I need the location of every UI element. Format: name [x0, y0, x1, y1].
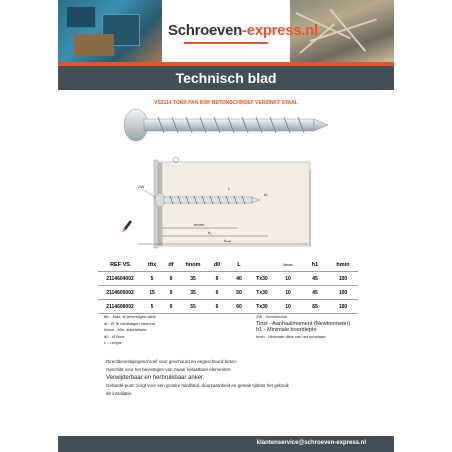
legend-item: L - Lengte	[104, 340, 122, 345]
product-description	[106, 358, 356, 398]
label-hmin: hₘᵢₙ	[224, 238, 231, 243]
legend-item: ZW - Voorlubdruk	[256, 314, 288, 319]
spec-table	[98, 258, 358, 314]
logo[interactable]	[162, 0, 318, 62]
col-hnom: hnom	[180, 258, 206, 272]
logo-underline	[184, 42, 268, 44]
legend-left	[104, 314, 156, 347]
table-row: 2114606002 5 9 55 6 60 Tx30 10 65 100	[98, 300, 358, 314]
legend-item: df - Ø Te bevestigen element	[104, 320, 156, 326]
description-line: de installatie.	[106, 391, 133, 396]
page-title: Technisch blad	[175, 70, 277, 86]
table-row: 2114604002 5 9 35 6 40 Tx30 10 45 100	[98, 272, 358, 286]
table-row: 2114605002 15 9 35 6 50 Tx30 10 45 100	[98, 286, 358, 300]
logo-text: Schroeven-express.nl	[168, 22, 318, 39]
legend-item: hmin - Minimale dikte van het substraat	[256, 333, 326, 339]
col-tfix: tfix	[142, 258, 162, 272]
col-hmin: hmin	[328, 258, 358, 272]
col-ref: REF VS	[98, 258, 142, 272]
col-drive	[250, 258, 274, 272]
label-h1: h₁	[208, 230, 212, 235]
col-l: L	[228, 258, 250, 272]
description-line: Gehardé punt: zorgt voor een grotere hardheid, duurzaamheid en gemak tijdens het gebruik	[106, 383, 289, 388]
legend-right	[256, 314, 350, 340]
col-df: df	[162, 258, 180, 272]
legend-item: hnom - Min. ankeldiepte	[104, 327, 147, 332]
technical-drawing	[58, 150, 394, 260]
table-header-row	[98, 258, 358, 272]
legend-item: d0 - Ø Boor	[104, 333, 125, 339]
label-l: L	[228, 186, 231, 191]
description-line: Verwijderbaar en herbruikbaar anker.	[106, 375, 205, 381]
label-zw: ZW	[138, 184, 145, 189]
description-line: Geschikt voor het bevestigen van zwaar belastbare elementen.	[106, 367, 232, 372]
footer-email-link[interactable]: klantenservice@schroeven-express.nl	[256, 440, 366, 446]
legend-item: tfix - Max. te bevestigen dikte	[104, 314, 156, 319]
description-line: Directbevestigingsschroef voor geschuurd en ongescheurd beton.	[106, 359, 238, 364]
tools-photo	[58, 0, 162, 62]
col-d0: d0	[206, 258, 228, 272]
legend-item: h1 - Minimale boordiepte	[256, 327, 317, 333]
screw-image	[118, 106, 338, 144]
product-subtitle: VS2114 TORX PAN KOP BETONSCHROEF VERZINKT STAAL	[154, 100, 298, 106]
legend-item: Tinst - Aanhaalmoment (Newtonmeter)	[256, 320, 351, 327]
col-h1: h1	[302, 258, 328, 272]
label-hnom: hnom	[194, 222, 205, 227]
rocket-icon	[122, 220, 132, 232]
datasheet-page	[58, 0, 394, 452]
label-d0: d₀	[264, 192, 268, 197]
col-mmax: Mmax	[274, 258, 302, 272]
